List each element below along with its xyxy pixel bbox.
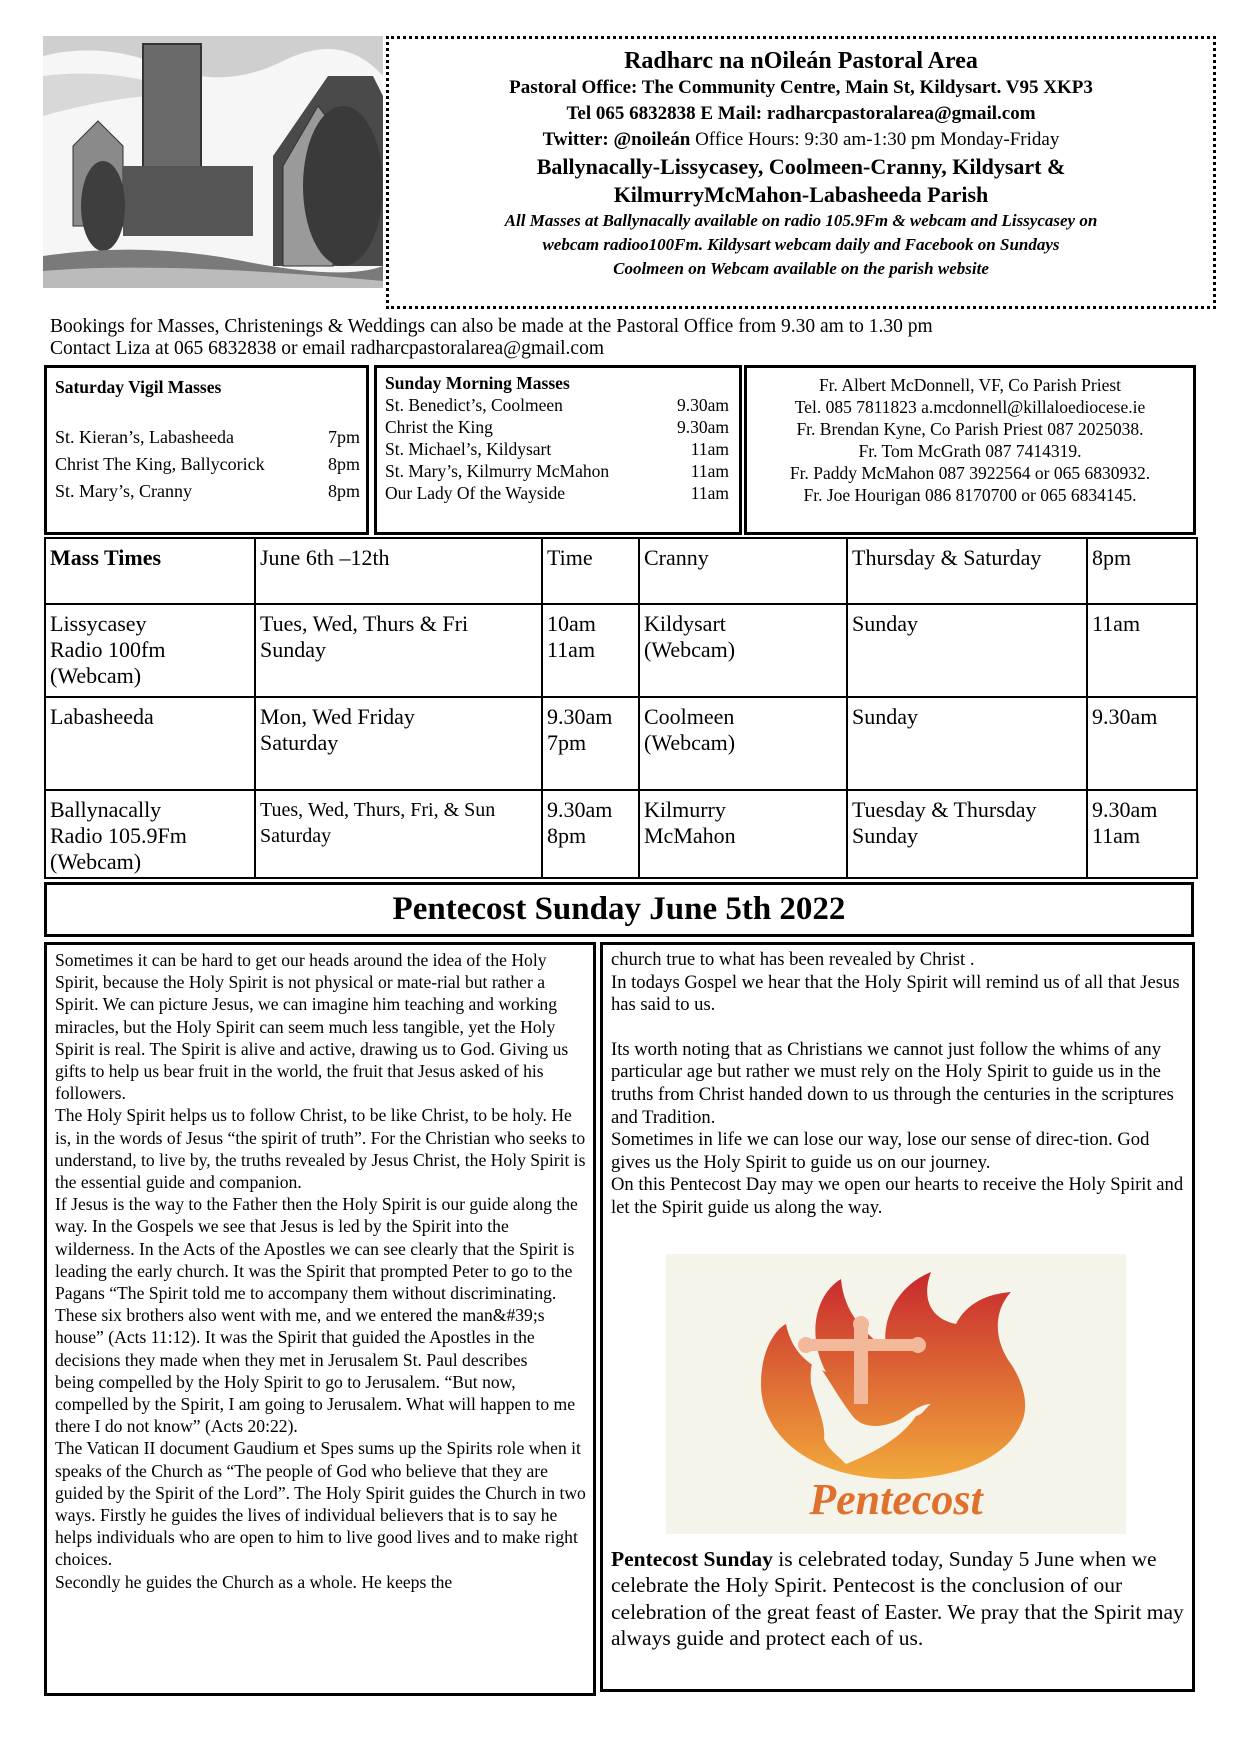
table-cell: Tuesday & Thursday Sunday — [847, 790, 1087, 878]
reflection-paragraph: Sometimes it can be hard to get our heads around the idea of the Holy Spirit, because the Holy Spirit is not physical or mate-rial but rather a Spirit. We can picture Jesus, we can imagine him teaching and working miracles, but the Holy Spirit can seem much less tangible, yet the Holy Spirit is real. The Spirit is alive and active, drawing us to God. Giving us gifts to help us bear fruit in the world, the fruit that Jesus asked of his followers. — [55, 950, 569, 1104]
church-name: Christ The King, Ballycorick — [55, 454, 265, 474]
reflection-paragraph: Its worth noting that as Christians we cannot just follow the whims of any particular age but rather we must rely on the Holy Spirit to guide us in the truths from Christ handed down to us through the centuries in the scriptures and Tradition. — [611, 1038, 1174, 1128]
pentecost-title-bar: Pentecost Sunday June 5th 2022 — [44, 882, 1194, 937]
mass-time: 9.30am — [676, 395, 729, 415]
reflection-paragraph: Sometimes in life we can lose our way, lose our sense of direc-tion. God gives us the Holy Spirit to guide us on our journey. — [611, 1129, 1150, 1173]
priest-line: Fr. Joe Hourigan 086 8170700 or 065 6834145. — [803, 485, 1137, 505]
table-cell: 11am — [1087, 604, 1197, 697]
priest-line: Fr. Paddy McMahon 087 3922564 or 065 6830932. — [789, 463, 1151, 483]
mass-time: 9.30am — [676, 417, 729, 437]
vigil-item — [55, 451, 360, 478]
mass-time: 8pm — [327, 481, 360, 501]
table-row — [45, 604, 1197, 697]
flame-shape — [761, 1272, 1025, 1479]
table-cell: Kilmurry McMahon — [639, 790, 847, 878]
church-name: Christ the King — [385, 417, 493, 437]
sunday-item — [385, 460, 729, 482]
church-ruin-illustration — [43, 36, 383, 288]
bookings-notice — [50, 316, 1210, 360]
table-row — [45, 697, 1197, 790]
parish-names-1: Ballynacally-Lissycasey, Coolmeen-Cranny, Kildysart & — [536, 154, 1066, 179]
vigil-item — [55, 424, 360, 451]
mass-times-table — [44, 537, 1198, 879]
header-cell: Mass Times — [45, 538, 255, 604]
twitter-hours-line — [389, 127, 1213, 153]
table-cell: Ballynacally Radio 105.9Fm (Webcam) — [45, 790, 255, 878]
reflection-paragraph: On this Pentecost Day may we open our hearts to receive the Holy Spirit and let the Spirit guide us along the way. — [611, 1174, 1184, 1218]
sunday-item — [385, 394, 729, 416]
office-hours: Office Hours: 9:30 am-1:30 pm Monday-Friday — [690, 129, 1060, 150]
table-cell: Tues, Wed, Thurs & Fri Sunday — [255, 604, 542, 697]
saturday-vigil-box — [44, 365, 369, 535]
reflection-left-column — [44, 942, 596, 1696]
reflection-paragraph: The Vatican II document Gaudium et Spes sums up the Spirits role when it speaks of the Church as “The people of God who believe that they are guided by the Spirit of the Lord”. The Holy Spirit guides the Church in two ways. Firstly he guides the lives of individual believers that is to say he helps individuals who are open to him to live good lives and to make right choices. — [55, 1438, 586, 1570]
pentecost-script-text: Pentecost — [809, 1474, 983, 1524]
table-row — [45, 790, 1197, 878]
header-cell: Time — [542, 538, 639, 604]
broadcast-info-3: Coolmeen on Webcam available on the parish website — [613, 259, 989, 278]
table-cell: 9.30am — [1087, 697, 1197, 790]
reflection-paragraph: The Holy Spirit helps us to follow Christ, to be like Christ, to be holy. He is, in the words of Jesus “the spirit of truth”. For the Christian who seeks to understand, to live by, the truths revealed by Jesus Christ, the Holy Spirit is the essential guide and companion. — [55, 1105, 586, 1193]
priest-line: Fr. Albert McDonnell, VF, Co Parish Priest — [818, 375, 1122, 395]
header-cell: June 6th –12th — [255, 538, 542, 604]
broadcast-info-1: All Masses at Ballynacally available on radio 105.9Fm & webcam and Lissycasey on — [504, 211, 1098, 230]
office-address: Pastoral Office: The Community Centre, Main St, Kildysart. V95 XKP3 — [509, 77, 1093, 98]
priest-line: Fr. Brendan Kyne, Co Parish Priest 087 2025038. — [796, 419, 1144, 439]
table-cell: Tues, Wed, Thurs, Fri, & Sun Saturday — [255, 790, 542, 878]
reflection-right-column — [600, 942, 1195, 1692]
church-name: St. Mary’s, Cranny — [55, 481, 192, 501]
pentecost-flame-dove-image — [666, 1254, 1126, 1534]
sunday-item — [385, 482, 729, 504]
vigil-item — [55, 478, 360, 505]
header-cell: Cranny — [639, 538, 847, 604]
twitter-handle: Twitter: @noileán — [542, 129, 691, 150]
church-name: St. Kieran’s, Labasheeda — [55, 427, 234, 447]
mass-time: 11am — [690, 483, 729, 503]
priest-line: Tel. 085 7811823 a.mcdonnell@killaloediocese.ie — [794, 397, 1146, 417]
table-cell: Lissycasey Radio 100fm (Webcam) — [45, 604, 255, 697]
contact-line: Tel 065 6832838 E Mail: radharcpastoralarea@gmail.com — [566, 103, 1036, 124]
mass-time: 7pm — [327, 427, 360, 447]
parish-header — [386, 36, 1216, 309]
church-name: St. Benedict’s, Coolmeen — [385, 395, 563, 415]
table-cell: Sunday — [847, 697, 1087, 790]
reflection-paragraph: Secondly he guides the Church as a whole. He keeps the — [55, 1571, 453, 1592]
sunday-title: Sunday Morning Masses — [385, 373, 570, 393]
table-cell: 9.30am 7pm — [542, 697, 639, 790]
priests-contact-box — [744, 365, 1196, 535]
bookings-line: Bookings for Masses, Christenings & Weddings can also be made at the Pastoral Office from 9.30 am to 1.30 pm — [50, 316, 933, 337]
reflection-paragraph: If Jesus is the way to the Father then the Holy Spirit is our guide along the way. In the Gospels we see that Jesus is led by the Spirit into the wilderness. In the Acts of the Apostles we can see clearly that the Spirit is leading the early church. It was the Spirit that prompted Peter to go to the Pagans “The Spirit told me to accompany them without discriminating. These six brothers also went with me, and we entered the man&#39;s house” (Acts 11:12). It was the Spirit that guided the Apostles in the decisions they made when they met in Jerusalem St. Paul describes — [55, 1194, 578, 1370]
table-cell: Mon, Wed Friday Saturday — [255, 697, 542, 790]
contact-liza-line: Contact Liza at 065 6832838 or email radharcpastoralarea@gmail.com — [50, 338, 604, 359]
reflection-paragraph: In todays Gospel we hear that the Holy Spirit will remind us of all that Jesus has said to us. — [611, 971, 1180, 1016]
header-cell: Thursday & Saturday — [847, 538, 1087, 604]
table-cell: Labasheeda — [45, 697, 255, 790]
sunday-item — [385, 438, 729, 460]
pastoral-area-title: Radharc na nOileán Pastoral Area — [624, 48, 978, 74]
caption-text: is celebrated today, Sunday 5 June when we celebrate the Holy Spirit. Pentecost is the conclusion of our celebration of the great feast of Easter. We pray that the Spirit may always guide and protect each of us. — [611, 1546, 1184, 1651]
reflection-paragraph: being compelled by the Holy Spirit to go to Jerusalem. “But now, compelled by the Spirit, I am going to Jerusalem. What will happen to me there I do not know” (Acts 20:22). — [55, 1371, 576, 1437]
table-cell: 10am 11am — [542, 604, 639, 697]
sunday-morning-box — [374, 365, 742, 535]
church-name: St. Michael’s, Kildysart — [385, 439, 552, 459]
table-cell: Kildysart (Webcam) — [639, 604, 847, 697]
mass-time: 8pm — [327, 454, 360, 474]
table-cell: 9.30am 11am — [1087, 790, 1197, 878]
caption-bold: Pentecost Sunday — [611, 1546, 773, 1571]
table-cell: 9.30am 8pm — [542, 790, 639, 878]
table-cell: Sunday — [847, 604, 1087, 697]
mass-time: 11am — [690, 439, 729, 459]
table-cell: Coolmeen (Webcam) — [639, 697, 847, 790]
pentecost-caption — [611, 1546, 1186, 1652]
mass-time: 11am — [690, 461, 729, 481]
vigil-title: Saturday Vigil Masses — [55, 377, 222, 397]
church-name: St. Mary’s, Kilmurry McMahon — [385, 461, 610, 481]
parish-names-2: KilmurryMcMahon-Labasheeda Parish — [613, 182, 989, 207]
reflection-paragraph: church true to what has been revealed by Christ . — [611, 949, 975, 970]
priest-line: Fr. Tom McGrath 087 7414319. — [858, 441, 1082, 461]
table-header-row — [45, 538, 1197, 604]
broadcast-info-2: webcam radioo100Fm. Kildysart webcam daily and Facebook on Sundays — [542, 235, 1060, 254]
church-name: Our Lady Of the Wayside — [385, 483, 566, 503]
sunday-item — [385, 416, 729, 438]
header-cell: 8pm — [1087, 538, 1197, 604]
